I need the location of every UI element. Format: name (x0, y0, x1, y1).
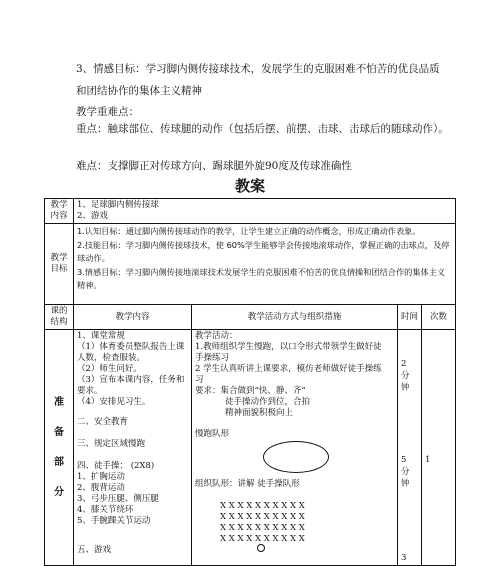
content-label: 教学内容 (50, 200, 68, 221)
teacher-position-marker (257, 544, 265, 552)
time-a-value: 2 (401, 359, 407, 369)
prep-exercise-heading: 四、徒手操： (2X8) (77, 461, 155, 471)
section-label-char-1: 准 (54, 396, 64, 408)
goal-emotion: 3.情感目标：学习脚内侧传接地滚球技术发展学生的克服困难不怕苦的优良情操和团结合作的集体主义精神。 (77, 266, 446, 290)
prep-content-cell (74, 330, 192, 566)
time-b-unit-2: 钟 (401, 479, 410, 489)
section-label-char-4: 分 (54, 486, 64, 498)
prep-routine-3: （3）宣布本课内容，任务和 (77, 375, 185, 385)
content-cell (74, 199, 456, 224)
header-time-text: 时间 (401, 311, 419, 322)
time-a-unit-2: 钟 (401, 383, 410, 393)
goals-label-cell (45, 224, 74, 305)
header-structure (45, 305, 74, 330)
prep-exercise-4: 4、膝关节绕环 (77, 505, 134, 515)
activity-requirement-3: 精神面貌积极向上 (225, 408, 294, 418)
content-label-cell (45, 199, 74, 224)
time-b-value: 5 (401, 455, 407, 465)
intro-line-key-points-heading: 教学重难点： (76, 106, 139, 118)
goals-cell (74, 224, 456, 305)
exercise-formation-label: 组织队形：讲解 徒手操队形 (195, 479, 300, 489)
formation-row-4: X X X X X X X X X X (220, 534, 305, 544)
header-time (398, 305, 422, 330)
header-activities-text: 教学活动方式与组织措施 (247, 311, 342, 322)
section-label-cell (45, 330, 74, 566)
prep-routine-heading: 1、课堂常规 (77, 331, 125, 341)
section-label-char-3: 部 (54, 456, 64, 468)
goal-cognitive: 1.认知目标：通过脚内侧传接球动作的教学，让学生建立正确的动作概念，形成正确动作表象。 (77, 226, 421, 236)
prep-jog: 三、规定区域慢跑 (77, 439, 146, 449)
time-a-unit-1: 分 (401, 371, 410, 381)
time-cell (398, 330, 422, 566)
content-line-1: 1、足球脚内侧传接球 (77, 200, 159, 210)
count-cell (422, 330, 456, 566)
goals-label: 教学目标 (50, 253, 68, 274)
header-count-text: 次数 (430, 311, 448, 322)
activity-2: 2 学生认真听讲上课要求，模仿老师做好徒手操练 (195, 364, 382, 374)
prep-routine-1: （1）体育委员整队报告上课 (77, 342, 185, 352)
prep-exercise-1: 1、扩胸运动 (77, 472, 125, 482)
document-title: 教案 (234, 177, 265, 195)
time-b-unit-1: 分 (401, 467, 410, 477)
activity-2-cont: 习 (195, 375, 204, 385)
header-structure-text: 课的结构 (50, 306, 68, 327)
section-label-char-2: 备 (54, 426, 64, 438)
count-value: 1 (425, 455, 431, 465)
activities-cell (192, 330, 398, 566)
intro-line-key-point: 重点：触球部位、传球腿的动作（包括后摆、前摆、击球、击球后的随球动作）。 (76, 123, 449, 135)
header-content-text: 教学内容 (115, 311, 150, 322)
prep-safety: 二、安全教育 (77, 417, 129, 427)
formation-row-2: X X X X X X X X X X (220, 512, 305, 522)
prep-routine-1-cont: 人数，检查服装。 (77, 353, 146, 363)
content-line-2: 2、游戏 (77, 211, 108, 221)
formation-row-1: X X X X X X X X X X (220, 501, 305, 511)
intro-line-difficulty: 难点：支撑脚正对传球方向、踢球腿外旋90度及传球准确性 (76, 160, 352, 172)
header-content (74, 305, 192, 330)
intro-line-emotion-goal: 3、情感目标：学习脚内侧传接球技术，发展学生的克服困难不怕苦的优良品质 (76, 63, 440, 75)
prep-exercise-5: 5、手腕踝关节运动 (77, 516, 151, 526)
activity-requirement: 要求：集合做到“快、静、齐” (195, 386, 306, 396)
prep-routine-3-cont: 要求。 (77, 386, 103, 396)
header-count (422, 305, 456, 330)
prep-routine-4: （4）安排见习生。 (77, 397, 151, 407)
prep-routine-2: （2）师生问好。 (77, 364, 142, 374)
jog-track-diagram (263, 441, 329, 473)
header-activities (192, 305, 398, 330)
jog-formation-label: 慢跑队形 (195, 429, 230, 439)
prep-exercise-2: 2、腹背运动 (77, 483, 125, 493)
formation-row-3: X X X X X X X X X X (220, 523, 305, 533)
activity-1-cont: 手操练习 (195, 353, 230, 363)
activity-heading: 教学活动： (195, 331, 238, 341)
activity-requirement-2: 徒手操动作到位，合拍 (225, 397, 311, 407)
prep-exercise-3: 3、弓步压腿、侧压腿 (77, 494, 159, 504)
prep-game: 五、游戏 (77, 545, 112, 555)
intro-line-emotion-goal-cont: 和团结协作的集体主义精神 (76, 85, 202, 97)
lesson-plan-table (44, 198, 456, 566)
activity-1: 1.教师组织学生慢跑，以口令形式带领学生做好徒 (195, 342, 382, 352)
time-c-value: 3 (401, 553, 407, 563)
goal-skill: 2.技能目标：学习脚内侧传接球技术，使 60%学生能够学会传接地滚球动作，掌握正确的击球点，及停球动作。 (77, 239, 450, 263)
